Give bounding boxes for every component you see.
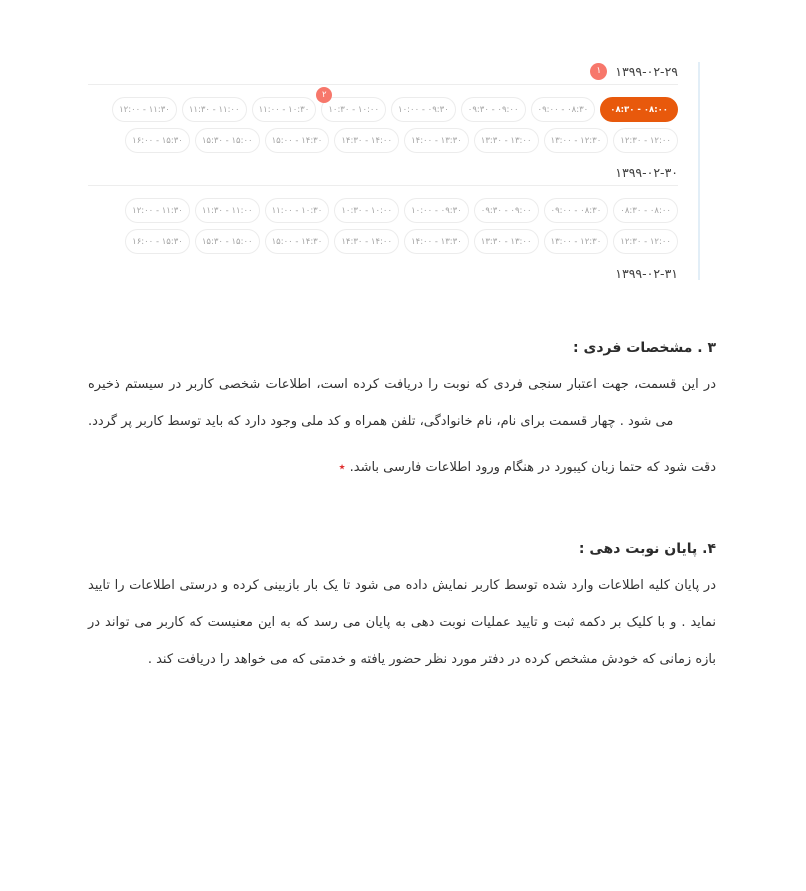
time-slot-chip-selected[interactable]: ۰۸:۳۰ - ۰۸:۰۰: [600, 97, 678, 122]
time-slot-chip[interactable]: ۱۱:۰۰ - ۱۰:۳۰: [265, 198, 330, 223]
time-slot-chip[interactable]: ۱۰:۳۰ - ۱۰:۰۰ ۲: [321, 97, 386, 122]
schedule-day: [88, 163, 678, 254]
time-slot-chip[interactable]: ۰۹:۰۰ - ۰۸:۳۰: [544, 198, 609, 223]
time-slot-chip[interactable]: ۱۵:۰۰ - ۱۴:۳۰: [265, 128, 330, 153]
time-slot-chip[interactable]: ۱۴:۰۰ - ۱۳:۳۰: [404, 229, 469, 254]
keyboard-language-note: [88, 454, 716, 483]
manual-text: [88, 340, 716, 678]
time-slot-chip[interactable]: ۱۳:۰۰ - ۱۲:۳۰: [544, 229, 609, 254]
time-slot-row: [88, 90, 678, 122]
section-3-paragraph: در این قسمت، جهت اعتبار سنجی فردی که نوبت را دریافت کرده است، اطلاعات شخصی کاربر در سیستم ذخیره می شود . چهار قسمت برای نام، نام خانوادگی، تلفن همراه و کد ملی وجود دارد که باید توسط کاربر پر گردد.: [88, 377, 716, 430]
time-slot-chip[interactable]: ۱۰:۰۰ - ۰۹:۳۰: [391, 97, 456, 122]
time-slot-chip[interactable]: ۱۰:۳۰ - ۱۰:۰۰: [334, 198, 399, 223]
section-4-heading: ۴. پایان نوبت دهی :: [578, 540, 716, 557]
time-slot-chip[interactable]: ۱۲:۳۰ - ۱۲:۰۰: [613, 128, 678, 153]
step-badge: ۲: [316, 87, 332, 103]
time-slot-chip[interactable]: ۰۹:۳۰ - ۰۹:۰۰: [461, 97, 526, 122]
date-divider: [88, 84, 678, 85]
date-label: ۱۳۹۹-۰۲-۳۱: [615, 265, 678, 281]
time-slot-chip[interactable]: ۱۱:۰۰ - ۱۰:۳۰: [252, 97, 317, 122]
time-slot-row: [88, 128, 678, 153]
time-slot-chip[interactable]: ۱۲:۰۰ - ۱۱:۳۰: [112, 97, 177, 122]
time-slot-row: [88, 229, 678, 254]
time-slot-chip[interactable]: ۱۶:۰۰ - ۱۵:۳۰: [125, 128, 190, 153]
appointment-schedule-panel: [88, 62, 678, 282]
time-slot-chip[interactable]: ۱۳:۰۰ - ۱۲:۳۰: [544, 128, 609, 153]
time-slot-chip[interactable]: ۱۴:۳۰ - ۱۴:۰۰: [334, 229, 399, 254]
schedule-days: [88, 62, 678, 282]
scroll-track: [698, 62, 700, 280]
date-header: [88, 264, 678, 282]
date-label: ۱۳۹۹-۰۲-۲۹: [615, 63, 678, 79]
required-asterisk-icon: ٭: [338, 460, 346, 476]
time-slot-chip[interactable]: ۱۲:۳۰ - ۱۲:۰۰: [613, 229, 678, 254]
schedule-day: [88, 264, 678, 282]
time-slot-chip[interactable]: ۱۳:۳۰ - ۱۳:۰۰: [474, 128, 539, 153]
time-slot-chip[interactable]: ۰۸:۳۰ - ۰۸:۰۰: [613, 198, 678, 223]
time-slot-chip[interactable]: ۰۹:۰۰ - ۰۸:۳۰: [531, 97, 596, 122]
date-header: [88, 163, 678, 181]
section-3-heading: ۳ . مشخصات فردی :: [573, 340, 716, 356]
date-header: [88, 62, 678, 80]
time-slot-chip[interactable]: ۱۱:۳۰ - ۱۱:۰۰: [182, 97, 247, 122]
time-slot-chip[interactable]: ۱۵:۳۰ - ۱۵:۰۰: [195, 128, 260, 153]
note-text: دقت شود که حتما زبان کیبورد در هنگام ورود اطلاعات فارسی باشد.: [349, 460, 716, 476]
time-slot-chip[interactable]: ۱۶:۰۰ - ۱۵:۳۰: [125, 229, 190, 254]
time-slot-chip[interactable]: ۱۲:۰۰ - ۱۱:۳۰: [125, 198, 190, 223]
time-slot-row: [88, 198, 678, 223]
schedule-day: [88, 62, 678, 153]
time-slot-chip[interactable]: ۱۴:۳۰ - ۱۴:۰۰: [334, 128, 399, 153]
date-divider: [88, 185, 678, 186]
step-badge: ۱: [590, 63, 607, 80]
time-slot-chip[interactable]: ۰۹:۳۰ - ۰۹:۰۰: [474, 198, 539, 223]
section-4-paragraph: در پایان کلیه اطلاعات وارد شده توسط کاربر نمایش داده می شود تا یک بار بازبینی کرده و درستی اطلاعات را تایید نماید . و با کلیک بر دکمه ثبت و تایید عملیات نوبت دهی به پایان می رسد که به این معنیست که کاربر می تواند در بازه زمانی که خودش مشخص کرده در دفتر مورد نظر حضور یافته و خدمتی که می خواهد را دریافت کند .: [88, 577, 716, 667]
time-slot-chip[interactable]: ۱۳:۳۰ - ۱۳:۰۰: [474, 229, 539, 254]
time-slot-chip[interactable]: ۱۰:۰۰ - ۰۹:۳۰: [404, 198, 469, 223]
time-slot-chip[interactable]: ۱۵:۰۰ - ۱۴:۳۰: [265, 229, 330, 254]
time-slot-chip[interactable]: ۱۱:۳۰ - ۱۱:۰۰: [195, 198, 260, 223]
date-label: ۱۳۹۹-۰۲-۳۰: [615, 164, 678, 180]
time-slot-chip[interactable]: ۱۴:۰۰ - ۱۳:۳۰: [404, 128, 469, 153]
time-slot-chip[interactable]: ۱۵:۳۰ - ۱۵:۰۰: [195, 229, 260, 254]
